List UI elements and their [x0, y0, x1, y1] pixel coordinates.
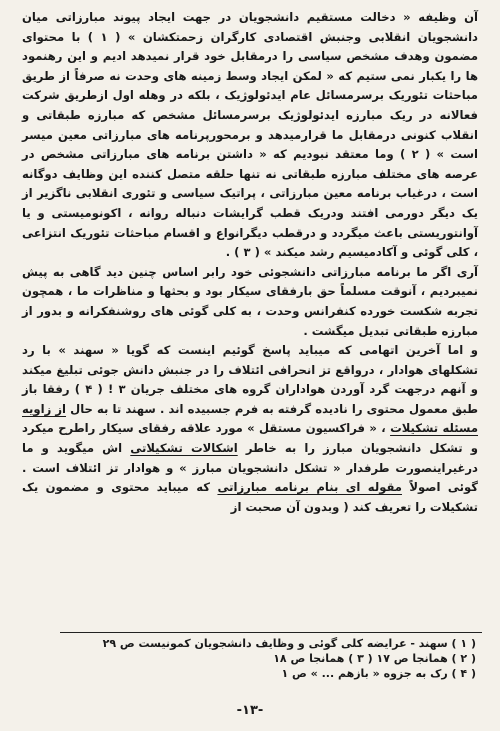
document-body — [22, 8, 478, 517]
paragraph-1: آن وظیفه « دخالت مستقیم دانشجویان در جهت ایجاد پیوند مبارزاتی میان دانشجویان انقلابی وجنبش اقتصادی کارگران زحمتکشان » ( ۱ ) با محتوای مضمون وهدف مشخص سیاسی را درمقابل خود قرار نمیدهد ادیم و این رهنمود ها را یکبار نمی ستیم که « لمکن ایجاد وسط زمینه های وحدت نه صرفاً از طریق مباحثات تئوریک برسرمسائل عام ایدئولوژیک ، بلکه در وهله اول ازطریق شرکت فعالانه در ریک مبارزه ایدئولوژیک برسرمسائل مشخص که مبارزه طبقاتی و انقلاب کنونی درمقابل ما قرارمیدهد و برمحورپرنامه های مبارزاتی معین میسر است » ( ۲ ) وما معتقد نبودیم که « داشتن برنامه های مبارزاتی مشخص در عرصه های مختلف مبارزه طبقاتی نه تنها حلقه متصل کننده این وظایف دوگانه است ، درغیاب برنامه معین مبارزاتی ، پراتیک سیاسی و تئوری انقلابی ناگزیر از یک دیگر دورمی افتند ودریک قطب گرایشات دنباله روانه ، اکونومیستی و یا آوانتوریستی باعث میگردد و درقطب دیگرانواع و اقسام مباحثات تئوریک انتزاعی ، کلی گوئی و آکادمیسیم رشد میکند » ( ۳ ) . — [22, 10, 479, 260]
footnote-separator — [60, 632, 482, 633]
paragraph-3: و اما آخرین اتهامی که میباید پاسخ گوئیم اینست که گویا « سهند » با رد تشکلهای هوادار ، درواقع تز انحرافی ائتلاف را در جنبش دانش جوئی تبلیغ میکند و آنهم درجهت گرد آوردن هواداران گروه های مختلف جریان ۳ ! ( ۴ ) رفقا باز طبق معمول محتوی را نادیده گرفته به فرم جسبیده اند . سهند تا به حال از زاویه مسئله تشکیلات ، « فراکسیون مستقل » مورد علاقه رفقای سیکار راطرح میکرد و تشکل دانشجویان مبارز را به خاطر اشکالات تشکیلاتی اش میگوید و ما درغیراینصورت طرفدار « تشکل دانشجویان مبارز » و هوادار تز ائتلاف است . گوئی اصولاً مقوله ای بنام برنامه مبارزاتی که میباید محتوی و مضمون یک تشکیلات را تعریف کند ( وبدون آن صحبت از — [22, 343, 478, 514]
footnote-3: ( ۴ ) رک به جزوه « بازهم ... » ص ۱ — [281, 667, 476, 680]
underlined-phrase: اشکالات تشکیلاتی — [130, 441, 238, 456]
footnotes — [60, 636, 476, 681]
paragraph-2: آری اگر ما برنامه مبارزاتی دانشجوئی خود رابر اساس چنین دید گاهی به پیش نمیبردیم ، آنوقت مسلماً حق بارفقای سیکار بود و بحثها و مناظرات ما ، همچون تجربه شکست خورده کنفرانس وحدت ، به کلی گوئی های روشنفکرانه و بدور از مبارزه طبقاتی تبدیل میگشت . — [22, 264, 478, 338]
page-number: -۱۳- — [236, 703, 264, 718]
underlined-phrase: از زاویه مسئله تشکیلات — [22, 401, 478, 436]
footnote-1: ( ۱ ) سهند - عرایضه کلی گوئی و وظایف دانشجویان کمونیست ص ۲۹ — [102, 637, 476, 650]
footnote-2: ( ۲ ) همانجا ص ۱۷ ( ۳ ) همانجا ص ۱۸ — [273, 652, 476, 665]
underlined-phrase: مقوله ای بنام برنامه مبارزاتی — [217, 480, 402, 495]
